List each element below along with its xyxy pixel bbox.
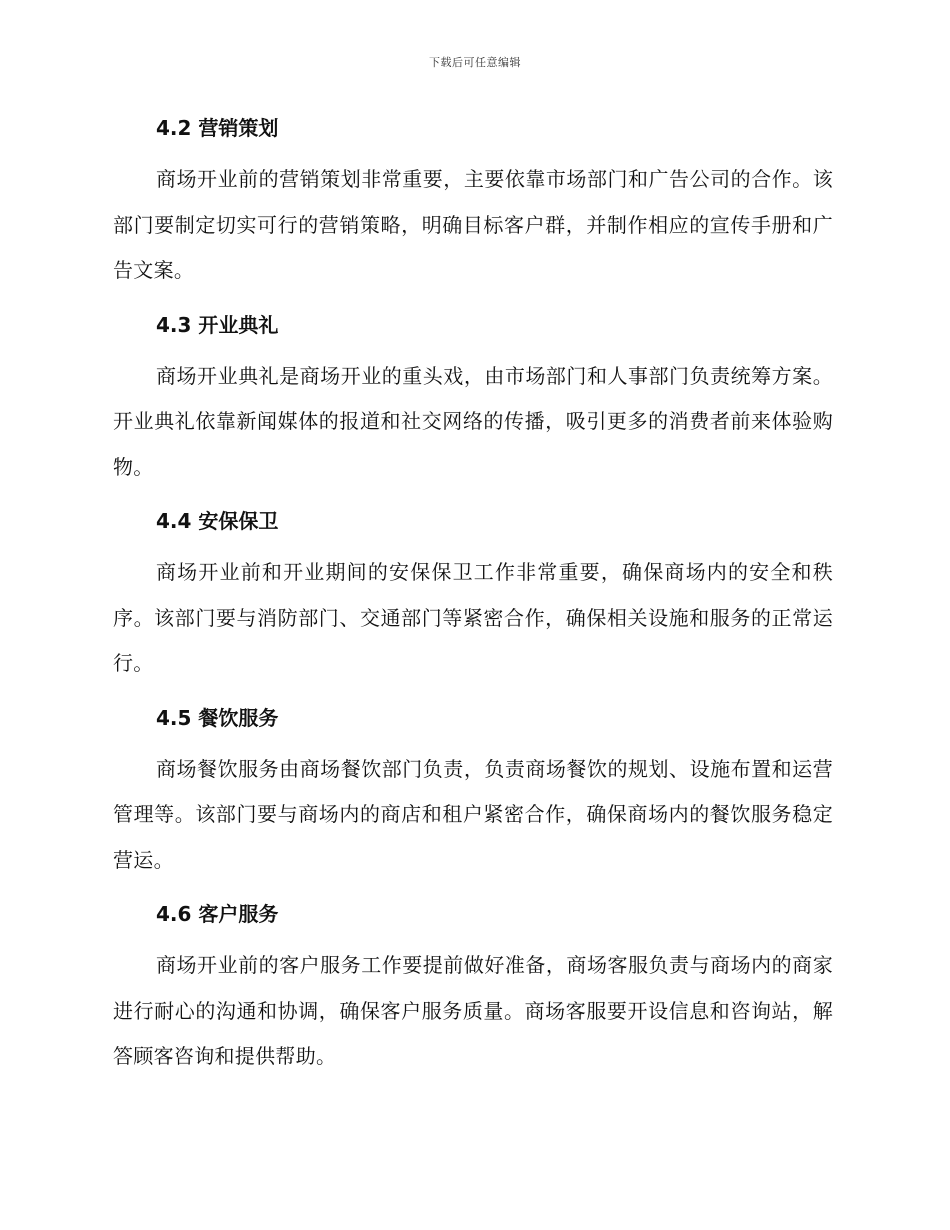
section-heading: 4.2 营销策划	[156, 116, 279, 140]
section-heading: 4.5 餐饮服务	[156, 705, 279, 730]
section-opening-ceremony	[113, 307, 833, 491]
section-heading: 4.6 客户服务	[156, 902, 279, 926]
section-heading: 4.4 安保保卫	[156, 509, 279, 533]
page-header-note: 下载后可任意编辑	[429, 56, 521, 69]
document-body	[113, 110, 833, 1093]
section-dining	[113, 700, 833, 884]
section-customer-service	[113, 896, 833, 1080]
section-marketing	[113, 110, 833, 294]
section-paragraph: 商场开业前和开业期间的安保保卫工作非常重要，确保商场内的安全和秩序。该部门要与消防部门、交通部门等紧密合作，确保相关设施和服务的正常运行。	[113, 560, 833, 675]
section-paragraph: 商场开业前的营销策划非常重要，主要依靠市场部门和广告公司的合作。该部门要制定切实可行的营销策略，明确目标客户群，并制作相应的宣传手册和广告文案。	[113, 167, 833, 282]
section-paragraph: 商场餐饮服务由商场餐饮部门负责，负责商场餐饮的规划、设施布置和运营管理等。该部门要与商场内的商店和租户紧密合作，确保商场内的餐饮服务稳定营运。	[113, 756, 833, 872]
section-heading: 4.3 开业典礼	[156, 312, 279, 337]
section-security	[113, 503, 833, 687]
section-paragraph: 商场开业典礼是商场开业的重头戏，由市场部门和人事部门负责统筹方案。开业典礼依靠新闻媒体的报道和社交网络的传播，吸引更多的消费者前来体验购物。	[113, 363, 833, 479]
section-paragraph: 商场开业前的客户服务工作要提前做好准备，商场客服负责与商场内的商家进行耐心的沟通和协调，确保客户服务质量。商场客服要开设信息和咨询站，解答顾客咨询和提供帮助。	[113, 953, 833, 1068]
